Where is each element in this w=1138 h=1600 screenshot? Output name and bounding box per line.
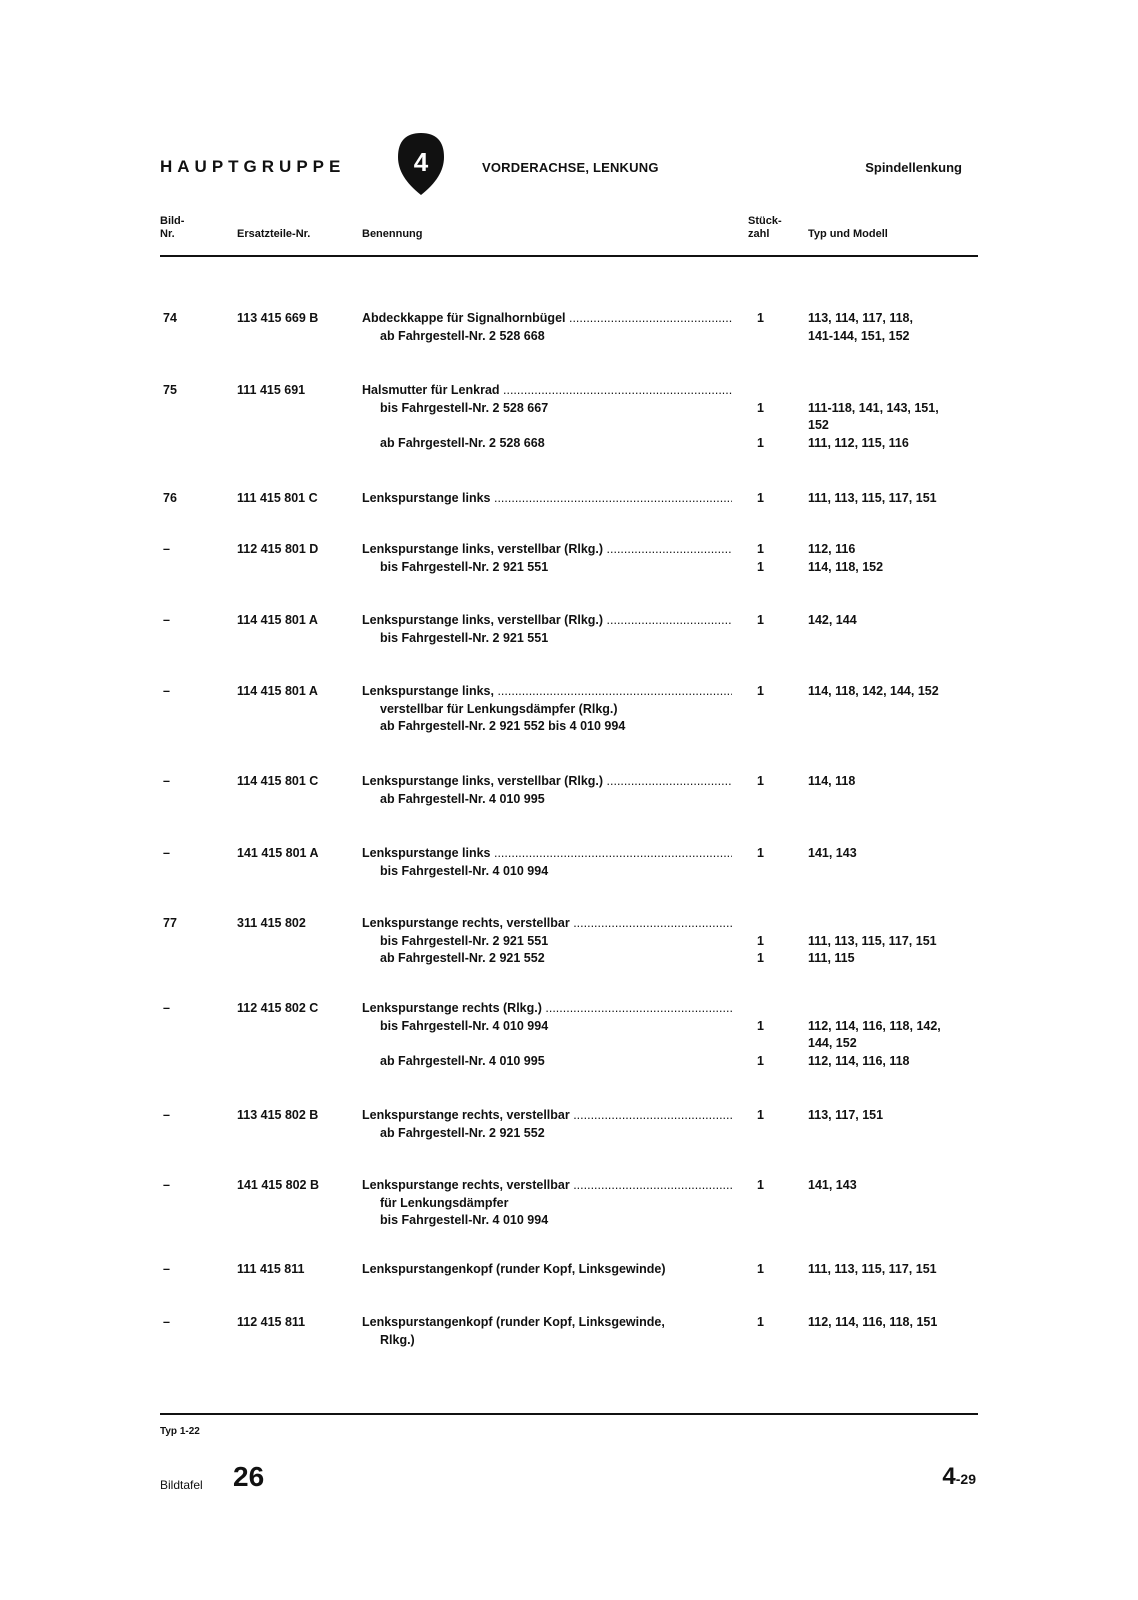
ersatzteil-nr: 112 415 802 C — [237, 1001, 319, 1015]
typ-line — [808, 863, 978, 881]
typ-line — [808, 718, 978, 736]
stueckzahl — [757, 1314, 777, 1349]
benennung-line: ab Fahrgestell-Nr. 2 921 552 — [380, 1125, 545, 1140]
bild-nr: – — [163, 684, 170, 698]
benennung — [362, 683, 742, 736]
group-number-badge — [398, 133, 444, 195]
typ-modell — [808, 773, 978, 808]
typ-line — [808, 1332, 978, 1350]
benennung — [362, 1000, 742, 1070]
benennung-line: ab Fahrgestell-Nr. 2 921 552 — [380, 951, 545, 965]
benennung — [362, 915, 742, 968]
typ-line: 141, 143 — [808, 846, 857, 860]
typ-modell — [808, 1107, 978, 1142]
typ-line — [808, 791, 978, 809]
ersatzteil-nr: 114 415 801 C — [237, 774, 319, 788]
benennung-line: Lenkspurstange rechts, verstellbar ..... — [362, 915, 732, 933]
benennung — [362, 1107, 742, 1142]
bild-nr: – — [163, 774, 170, 788]
typ-line: 144, 152 — [808, 1036, 857, 1050]
stueckzahl-line — [757, 1212, 777, 1230]
footer-typ: Typ 1-22 — [160, 1426, 200, 1437]
stueckzahl — [757, 1177, 777, 1230]
stueckzahl-line: 1 — [757, 542, 764, 556]
stueckzahl-line — [757, 1332, 777, 1350]
typ-line: 111, 113, 115, 117, 151 — [808, 933, 937, 948]
benennung-line: Rlkg.) — [380, 1332, 415, 1347]
column-header-benennung: Benennung — [362, 228, 423, 240]
stueckzahl-line — [757, 791, 777, 809]
benennung-line: Halsmutter für Lenkrad ..... — [362, 382, 732, 400]
header-divider — [160, 255, 978, 257]
stueckzahl-line — [757, 1195, 777, 1213]
stueckzahl-line — [757, 1000, 777, 1018]
benennung-line: Lenkspurstange links ..... — [362, 490, 732, 508]
ersatzteil-nr: 141 415 801 A — [237, 846, 319, 860]
typ-line: 114, 118, 142, 144, 152 — [808, 684, 939, 698]
ersatzteil-nr: 114 415 801 A — [237, 613, 318, 627]
benennung-line: bis Fahrgestell-Nr. 2 528 667 — [380, 400, 549, 415]
ersatzteil-nr: 113 415 802 B — [237, 1108, 319, 1122]
stueckzahl — [757, 382, 777, 452]
bild-nr: – — [163, 1315, 170, 1329]
benennung — [362, 773, 742, 808]
stueckzahl — [757, 845, 777, 880]
benennung-line: Lenkspurstange links, verstellbar (Rlkg.) ..... — [362, 541, 732, 559]
typ-line: 141-144, 151, 152 — [808, 328, 910, 343]
benennung — [362, 382, 742, 452]
typ-modell — [808, 382, 978, 452]
column-header-stueckzahl — [748, 215, 782, 241]
benennung-line: Lenkspurstange links ..... — [362, 845, 732, 863]
benennung-line: Lenkspurstange links, verstellbar (Rlkg.) ..... — [362, 612, 732, 630]
benennung-line: bis Fahrgestell-Nr. 2 921 551 — [380, 559, 549, 574]
benennung — [362, 845, 742, 880]
stueckzahl-line: 1 — [757, 933, 764, 948]
benennung-line: bis Fahrgestell-Nr. 2 921 551 — [380, 933, 549, 948]
benennung-line: Lenkspurstange rechts (Rlkg.) ..... — [362, 1000, 732, 1018]
typ-modell — [808, 915, 978, 968]
benennung-line: bis Fahrgestell-Nr. 4 010 994 — [380, 1213, 549, 1227]
stueckzahl-line: 1 — [757, 1053, 764, 1068]
stueckzahl — [757, 915, 777, 968]
typ-modell — [808, 310, 978, 345]
benennung — [362, 1177, 742, 1230]
stueckzahl-line: 1 — [757, 1178, 764, 1192]
benennung-line: für Lenkungsdämpfer — [380, 1195, 509, 1210]
bild-nr: 74 — [163, 311, 177, 325]
group-label: HAUPTGRUPPE — [160, 157, 346, 176]
column-header-stueck-line2: zahl — [748, 228, 770, 240]
stueckzahl-line — [757, 417, 777, 435]
benennung-line: Lenkspurstange rechts, verstellbar ..... — [362, 1107, 732, 1125]
stueckzahl — [757, 683, 777, 736]
benennung-line: Lenkspurstange links, ..... — [362, 683, 732, 701]
ersatzteil-nr: 112 415 801 D — [237, 542, 319, 556]
stueckzahl — [757, 1261, 777, 1279]
benennung — [362, 1261, 742, 1279]
stueckzahl-line: 1 — [757, 1108, 764, 1122]
typ-modell — [808, 541, 978, 576]
stueckzahl-line — [757, 915, 777, 933]
benennung-line: Abdeckkappe für Signalhornbügel ..... — [362, 310, 732, 328]
benennung-line: Lenkspurstange rechts, verstellbar ..... — [362, 1177, 732, 1195]
typ-line: 111, 113, 115, 117, 151 — [808, 491, 937, 505]
bild-nr: – — [163, 542, 170, 556]
typ-line: 112, 114, 116, 118, 151 — [808, 1315, 938, 1329]
stueckzahl-line: 1 — [757, 400, 764, 415]
page-number — [942, 1463, 976, 1491]
stueckzahl-line: 1 — [757, 774, 764, 788]
bild-nr: – — [163, 1108, 170, 1122]
column-header-bild-line2: Nr. — [160, 228, 175, 240]
benennung-line: ab Fahrgestell-Nr. 4 010 995 — [380, 791, 545, 806]
stueckzahl — [757, 1000, 777, 1070]
typ-modell — [808, 1261, 978, 1279]
bild-nr: 76 — [163, 491, 177, 505]
ersatzteil-nr: 111 415 801 C — [237, 491, 318, 505]
stueckzahl — [757, 612, 777, 647]
stueckzahl-line — [757, 382, 777, 400]
stueckzahl-line: 1 — [757, 1018, 764, 1033]
bild-nr: – — [163, 1178, 170, 1192]
column-header-typ: Typ und Modell — [808, 228, 888, 240]
stueckzahl — [757, 1107, 777, 1142]
benennung-line — [362, 1035, 742, 1053]
stueckzahl-line — [757, 328, 777, 346]
stueckzahl-line: 1 — [757, 559, 764, 574]
stueckzahl-line: 1 — [757, 311, 764, 325]
stueckzahl-line: 1 — [757, 435, 764, 450]
benennung-line: ab Fahrgestell-Nr. 2 921 552 bis 4 010 994 — [380, 719, 626, 733]
ersatzteil-nr: 111 415 811 — [237, 1262, 305, 1276]
typ-line: 111, 113, 115, 117, 151 — [808, 1262, 937, 1276]
typ-line — [808, 1125, 978, 1143]
stueckzahl-line: 1 — [757, 846, 764, 860]
bild-nr: – — [163, 613, 170, 627]
ersatzteil-nr: 141 415 802 B — [237, 1178, 320, 1192]
benennung-line: ab Fahrgestell-Nr. 4 010 995 — [380, 1053, 545, 1068]
stueckzahl — [757, 310, 777, 345]
typ-modell — [808, 612, 978, 647]
stueckzahl-line: 1 — [757, 951, 764, 965]
column-header-bild — [160, 215, 184, 241]
typ-modell — [808, 683, 978, 736]
bild-nr: 77 — [163, 916, 177, 930]
typ-modell — [808, 1177, 978, 1230]
typ-line — [808, 1000, 978, 1018]
stueckzahl-line — [757, 1035, 777, 1053]
column-header-ersatzteil: Ersatzteile-Nr. — [237, 228, 311, 240]
column-header-bild-line1: Bild- — [160, 215, 185, 227]
benennung-line — [362, 417, 742, 435]
ersatzteil-nr: 111 415 691 — [237, 383, 306, 397]
benennung — [362, 310, 742, 345]
stueckzahl-line — [757, 718, 777, 736]
typ-modell — [808, 1314, 978, 1349]
typ-line: 111-118, 141, 143, 151, — [808, 400, 939, 415]
stueckzahl — [757, 490, 777, 508]
stueckzahl-line: 1 — [757, 613, 764, 627]
typ-line: 152 — [808, 418, 829, 432]
stueckzahl-line: 1 — [757, 1262, 764, 1276]
typ-line — [808, 1212, 978, 1230]
bild-nr: – — [163, 1001, 170, 1015]
page-title: VORDERACHSE, LENKUNG — [482, 160, 659, 175]
benennung-line: Lenkspurstange links, verstellbar (Rlkg.) ..... — [362, 773, 732, 791]
typ-line: 141, 143 — [808, 1178, 857, 1192]
typ-line: 113, 117, 151 — [808, 1108, 884, 1122]
bild-nr: – — [163, 846, 170, 860]
benennung-line: verstellbar für Lenkungsdämpfer (Rlkg.) — [380, 701, 618, 716]
page-number-sub: -29 — [955, 1471, 976, 1487]
typ-line: 142, 144 — [808, 613, 857, 627]
typ-line — [808, 382, 978, 400]
typ-line: 113, 114, 117, 118, — [808, 311, 913, 325]
group-number: 4 — [413, 147, 429, 177]
page-subtitle: Spindellenkung — [865, 160, 962, 175]
typ-line — [808, 630, 978, 648]
benennung-line: bis Fahrgestell-Nr. 2 921 551 — [380, 630, 549, 645]
stueckzahl-line — [757, 630, 777, 648]
typ-line: 111, 115 — [808, 951, 855, 965]
typ-modell — [808, 490, 978, 508]
benennung — [362, 1314, 742, 1349]
stueckzahl-line — [757, 701, 777, 719]
bildtafel-number: 26 — [233, 1461, 265, 1492]
ersatzteil-nr: 113 415 669 B — [237, 311, 319, 325]
typ-line — [808, 1195, 978, 1213]
typ-line: 112, 116 — [808, 542, 856, 556]
ersatzteil-nr: 311 415 802 — [237, 916, 306, 930]
ersatzteil-nr: 114 415 801 A — [237, 684, 318, 698]
bild-nr: – — [163, 1262, 170, 1276]
typ-line — [808, 701, 978, 719]
typ-line — [808, 915, 978, 933]
stueckzahl-line: 1 — [757, 1315, 764, 1329]
typ-line: 114, 118 — [808, 774, 856, 788]
stueckzahl — [757, 541, 777, 576]
typ-modell — [808, 1000, 978, 1070]
typ-line: 111, 112, 115, 116 — [808, 435, 909, 450]
typ-line: 112, 114, 116, 118 — [808, 1053, 910, 1068]
stueckzahl-line: 1 — [757, 684, 764, 698]
benennung — [362, 490, 742, 508]
stueckzahl — [757, 773, 777, 808]
ersatzteil-nr: 112 415 811 — [237, 1315, 306, 1329]
stueckzahl-line: 1 — [757, 491, 764, 505]
benennung — [362, 612, 742, 647]
benennung-line: Lenkspurstangenkopf (runder Kopf, Linksgewinde, — [362, 1315, 665, 1329]
typ-line: 112, 114, 116, 118, 142, — [808, 1018, 941, 1033]
benennung-line: Lenkspurstangenkopf (runder Kopf, Linksgewinde) — [362, 1262, 666, 1276]
column-header-stueck-line1: Stück- — [748, 215, 782, 227]
page-number-main: 4 — [942, 1463, 956, 1490]
footer-divider — [160, 1413, 978, 1415]
benennung-line: ab Fahrgestell-Nr. 2 528 668 — [380, 435, 545, 450]
benennung-line: bis Fahrgestell-Nr. 4 010 994 — [380, 1018, 549, 1033]
stueckzahl-line — [757, 1125, 777, 1143]
bildtafel-label: Bildtafel — [160, 1478, 203, 1492]
benennung-line: ab Fahrgestell-Nr. 2 528 668 — [380, 328, 545, 343]
stueckzahl-line — [757, 863, 777, 881]
bild-nr: 75 — [163, 383, 177, 397]
typ-modell — [808, 845, 978, 880]
benennung — [362, 541, 742, 576]
typ-line: 114, 118, 152 — [808, 559, 884, 574]
benennung-line: bis Fahrgestell-Nr. 4 010 994 — [380, 863, 549, 878]
